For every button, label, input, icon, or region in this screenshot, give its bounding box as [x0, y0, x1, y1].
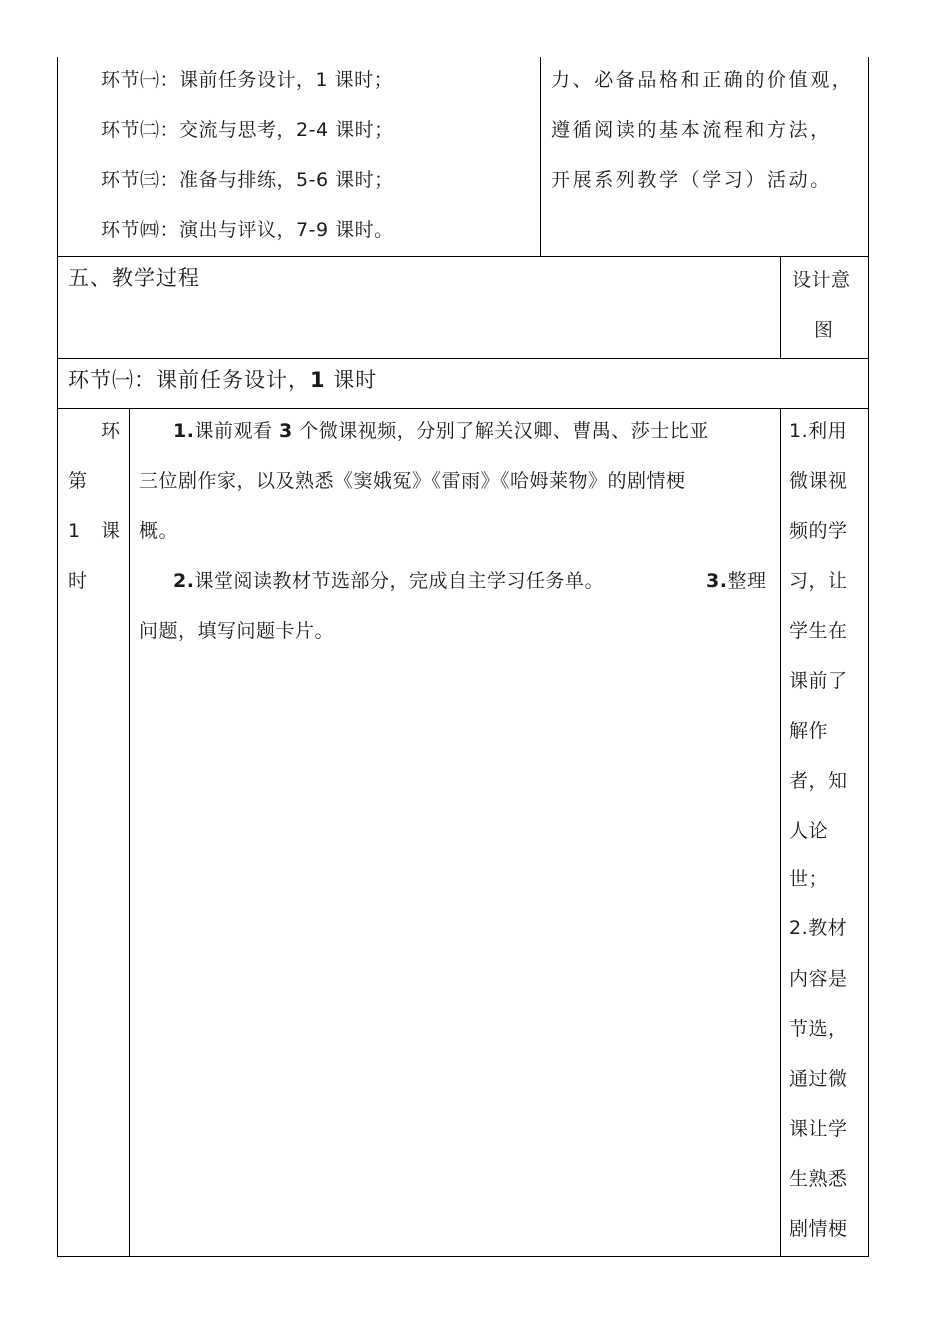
intent-line: 节选， [789, 1018, 848, 1040]
intent-line: 解作 [789, 720, 829, 742]
intent-line: 学生在 [789, 620, 848, 642]
row-divider-1 [57, 256, 869, 257]
intent-line: 剧情梗 [789, 1218, 848, 1240]
intent-line: 生熟悉 [789, 1168, 848, 1190]
section-title: 五、教学过程 [68, 266, 200, 290]
intent-line: 2.教材 [789, 917, 848, 939]
stage-list-item: 环节㈢：准备与排练，5-6 课时； [101, 169, 394, 191]
stage-heading-number: 1 [310, 368, 326, 392]
stage-list-item: 环节㈣：演出与评议，7-9 课时。 [101, 219, 394, 241]
content-paragraph-1: 1.课前观看 3 个微课视频，分别了解关汉卿、曹禺、莎士比亚 [173, 420, 709, 442]
intent-line: 通过微 [789, 1068, 848, 1090]
content-paragraph-1-line: 三位剧作家，以及熟悉《窦娥冤》《雷雨》《哈姆莱物》的剧情梗 [139, 470, 686, 492]
lesson-label: 课 [101, 520, 121, 542]
label-column-divider [129, 408, 130, 1257]
table-border-left [57, 57, 58, 1257]
intent-line: 人论 [789, 820, 829, 842]
stage-list-item: 环节㈠：课前任务设计，1 课时； [101, 69, 394, 91]
intent-line: 课让学 [789, 1118, 848, 1140]
stage-heading [68, 367, 377, 393]
design-intent-header: 设计意 [792, 269, 851, 291]
table-border-right [868, 57, 869, 1257]
content-paragraph-3-line: 问题，填写问题卡片。 [139, 620, 335, 642]
content-paragraph-3: 3.整理 [706, 570, 767, 592]
table-border-bottom [57, 1256, 869, 1257]
lesson-label: 时 [68, 570, 88, 592]
lesson-label: 第 [68, 470, 88, 492]
intent-line: 课前了 [789, 670, 848, 692]
intent-line: 频的学 [789, 520, 848, 542]
item-number: 3. [706, 570, 728, 592]
top-column-divider [540, 57, 541, 256]
stage-list-item: 环节㈡：交流与思考，2-4 课时； [101, 119, 394, 141]
content-paragraph-1-line: 概。 [139, 520, 179, 542]
content-paragraph-2: 2.课堂阅读教材节选部分，完成自主学习任务单。 [173, 570, 604, 592]
intent-line: 内容是 [789, 968, 848, 990]
intent-line: 者，知 [789, 770, 848, 792]
lesson-label: 1 [68, 520, 81, 542]
row-divider-2 [57, 358, 869, 359]
intent-text-line: 遵循阅读的基本流程和方法， [551, 119, 832, 141]
stage-heading-prefix: 环节㈠：课前任务设计， [68, 368, 310, 392]
lesson-label: 环 [101, 420, 121, 442]
intent-text-line: 开展系列教学（学习）活动。 [551, 169, 832, 191]
item-number: 2. [173, 570, 195, 592]
intent-line: 1.利用 [789, 420, 848, 442]
intent-text-line: 力、必备品格和正确的价值观， [551, 69, 854, 91]
intent-column-divider [780, 408, 781, 1257]
intent-column-divider-header [780, 256, 781, 358]
item-number: 1. [173, 420, 195, 442]
intent-line: 微课视 [789, 470, 848, 492]
row-divider-3 [57, 408, 869, 409]
intent-line: 世； [789, 868, 829, 890]
stage-heading-suffix: 课时 [325, 368, 378, 392]
intent-line: 习，让 [789, 570, 848, 592]
design-intent-header: 图 [814, 319, 834, 341]
